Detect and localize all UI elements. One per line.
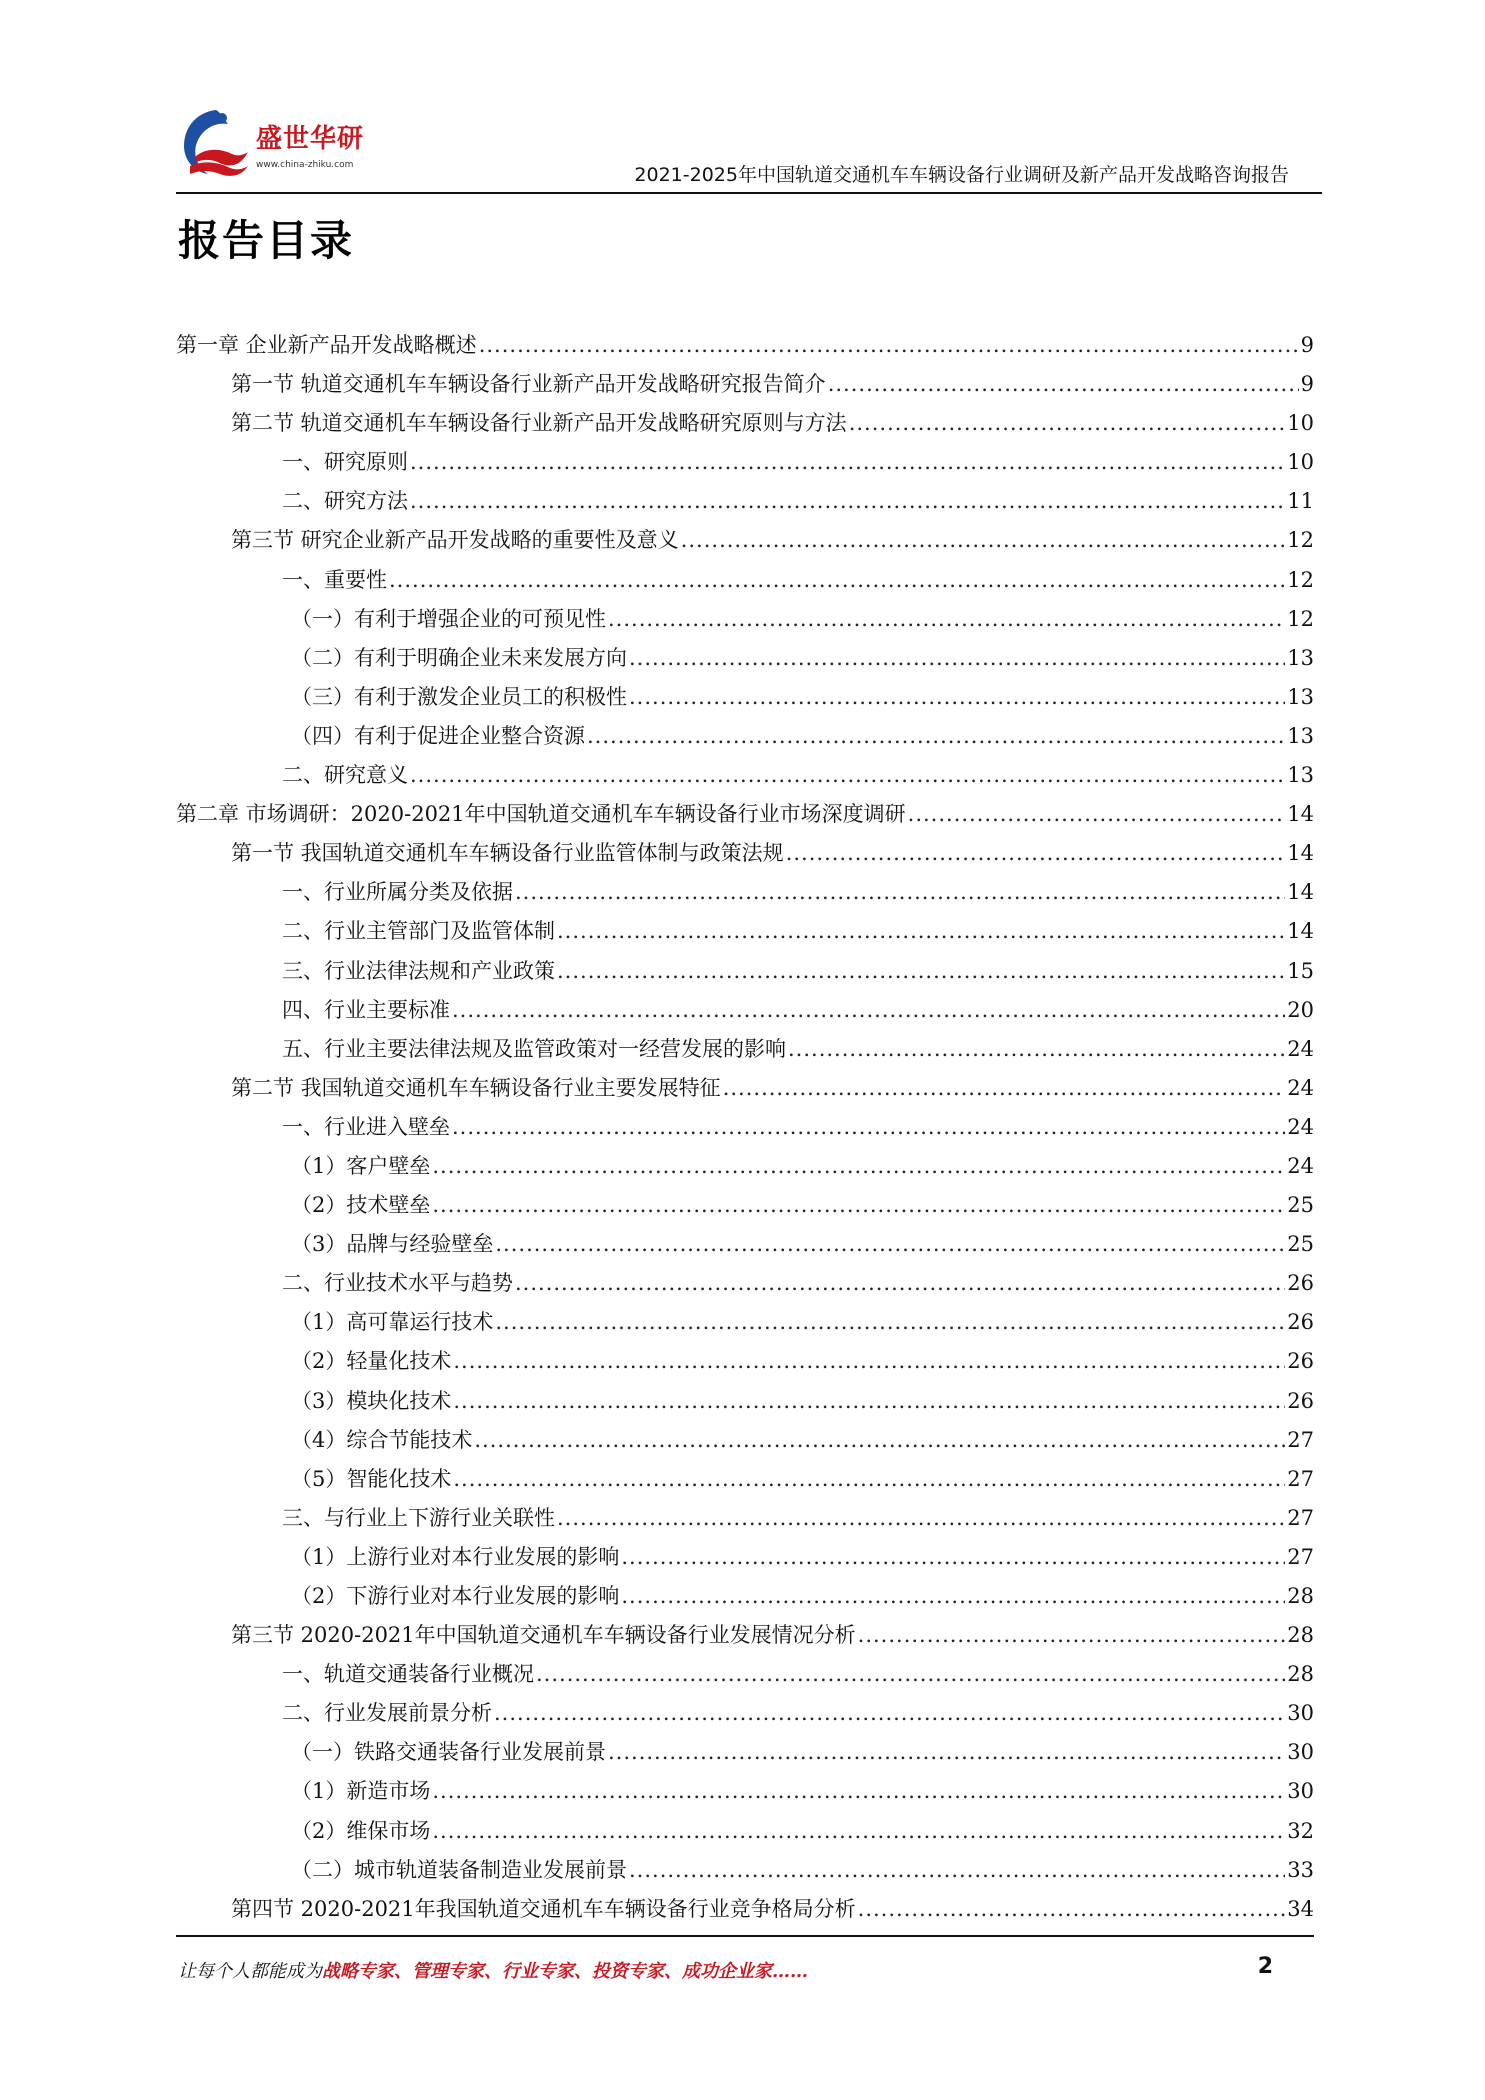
toc-leader-dots xyxy=(621,1577,1285,1616)
header-divider xyxy=(176,192,1322,194)
toc-leader-dots xyxy=(432,1147,1285,1186)
toc-entry[interactable] xyxy=(176,991,1314,1030)
toc-entry-page: 20 xyxy=(1287,997,1314,1022)
toc-leader-dots xyxy=(858,1616,1286,1655)
toc-entry[interactable] xyxy=(176,912,1314,951)
toc-entry-label: 三、与行业上下游行业关联性 xyxy=(282,1505,555,1530)
toc-entry-label: 第三节 2020-2021年中国轨道交通机车车辆设备行业发展情况分析 xyxy=(231,1623,856,1648)
toc-entry[interactable] xyxy=(176,756,1314,795)
brand-url: www.china-zhiku.com xyxy=(256,160,354,170)
toc-leader-dots xyxy=(479,326,1299,365)
toc-entry-label: （1）客户壁垒 xyxy=(291,1153,431,1178)
toc-leader-dots xyxy=(515,1264,1285,1303)
toc-entry-page: 27 xyxy=(1287,1466,1314,1491)
toc-leader-dots xyxy=(786,834,1286,873)
toc-entry-page: 15 xyxy=(1287,958,1314,983)
toc-entry-label: 一、研究原则 xyxy=(282,450,408,475)
toc-entry-page: 10 xyxy=(1287,450,1314,475)
toc-entry-label: （2）轻量化技术 xyxy=(291,1349,452,1374)
toc-leader-dots xyxy=(389,561,1285,600)
brand-name: 盛世华研 xyxy=(256,124,365,154)
brand-logo xyxy=(176,104,386,184)
toc-entry-label: 四、行业主要标准 xyxy=(282,997,450,1022)
toc-leader-dots xyxy=(453,1382,1285,1421)
toc-leader-dots xyxy=(629,1851,1285,1890)
toc-entry-label: 三、行业法律法规和产业政策 xyxy=(282,958,555,983)
toc-entry-label: （2）下游行业对本行业发展的影响 xyxy=(291,1584,620,1608)
toc-entry-label: （一）铁路交通装备行业发展前景 xyxy=(291,1740,606,1765)
toc-entry[interactable] xyxy=(176,1225,1314,1264)
toc-entry-label: （3）品牌与经验壁垒 xyxy=(291,1232,494,1257)
toc-entry-page: 26 xyxy=(1287,1271,1314,1296)
toc-leader-dots xyxy=(536,1655,1285,1694)
toc-leader-dots xyxy=(494,1694,1285,1733)
toc-entry[interactable] xyxy=(176,1772,1314,1811)
toc-entry[interactable] xyxy=(176,521,1314,560)
toc-entry[interactable] xyxy=(176,1890,1314,1929)
toc-entry-label: （二）有利于明确企业未来发展方向 xyxy=(291,645,627,670)
toc-leader-dots xyxy=(849,404,1286,443)
toc-entry-page: 14 xyxy=(1287,880,1314,905)
toc-entry[interactable] xyxy=(176,639,1314,678)
toc-leader-dots xyxy=(452,1108,1285,1147)
toc-leader-dots xyxy=(723,1069,1286,1108)
toc-entry[interactable] xyxy=(176,1499,1314,1538)
toc-entry-label: 第一章 企业新产品开发战略概述 xyxy=(176,333,477,357)
toc-entry[interactable] xyxy=(176,1186,1314,1225)
page-title: 报告目录 xyxy=(178,216,355,265)
toc-entry-page: 24 xyxy=(1287,1114,1314,1139)
toc-entry-label: （3）模块化技术 xyxy=(291,1388,452,1413)
toc-entry-page: 30 xyxy=(1287,1779,1314,1804)
toc-entry-page: 12 xyxy=(1287,567,1314,592)
toc-entry-label: （4）综合节能技术 xyxy=(291,1427,473,1452)
toc-entry-page: 27 xyxy=(1287,1544,1314,1569)
toc-leader-dots xyxy=(681,521,1286,560)
toc-leader-dots xyxy=(587,717,1285,756)
toc-entry-label: 第三节 研究企业新产品开发战略的重要性及意义 xyxy=(231,528,679,553)
toc-leader-dots xyxy=(608,1733,1285,1772)
toc-entry-page: 12 xyxy=(1287,606,1314,631)
toc-entry-page: 25 xyxy=(1287,1193,1314,1218)
toc-entry[interactable] xyxy=(176,600,1314,639)
toc-entry[interactable] xyxy=(176,873,1314,912)
toc-entry-label: 第二节 轨道交通机车车辆设备行业新产品开发战略研究原则与方法 xyxy=(231,411,847,436)
toc-leader-dots xyxy=(432,1186,1285,1225)
toc-entry[interactable] xyxy=(176,1812,1314,1851)
toc-leader-dots xyxy=(453,1460,1285,1499)
toc-leader-dots xyxy=(410,443,1285,482)
toc-leader-dots xyxy=(557,1499,1285,1538)
toc-leader-dots xyxy=(495,1225,1285,1264)
toc-entry-page: 32 xyxy=(1287,1818,1314,1843)
toc-entry[interactable] xyxy=(176,365,1314,404)
slogan-prefix: 让每个人都能成为 xyxy=(178,1961,322,1982)
toc-entry[interactable] xyxy=(176,1108,1314,1147)
toc-entry-label: 一、行业所属分类及依据 xyxy=(282,880,513,905)
toc-entry-label: （1）新造市场 xyxy=(291,1779,431,1804)
toc-entry-label: 第四节 2020-2021年我国轨道交通机车车辆设备行业竞争格局分析 xyxy=(231,1896,856,1921)
toc-entry-page: 13 xyxy=(1287,684,1314,709)
toc-entry-page: 30 xyxy=(1287,1740,1314,1765)
toc-leader-dots xyxy=(828,365,1299,404)
toc-entry-page: 12 xyxy=(1287,528,1314,553)
toc-entry-page: 26 xyxy=(1287,1349,1314,1374)
toc-entry[interactable] xyxy=(176,561,1314,600)
toc-entry[interactable] xyxy=(176,1733,1314,1772)
toc-leader-dots xyxy=(410,756,1285,795)
toc-entry[interactable] xyxy=(176,834,1314,873)
toc-entry-label: 二、研究方法 xyxy=(282,489,408,514)
toc-leader-dots xyxy=(452,991,1285,1030)
toc-entry-label: 第一节 我国轨道交通机车车辆设备行业监管体制与政策法规 xyxy=(231,841,784,866)
toc-entry[interactable] xyxy=(176,952,1314,991)
toc-entry-page: 24 xyxy=(1287,1036,1314,1061)
toc-entry-label: 二、行业技术水平与趋势 xyxy=(282,1271,513,1296)
toc-leader-dots xyxy=(515,873,1285,912)
toc-entry-page: 33 xyxy=(1287,1857,1314,1882)
toc-entry[interactable] xyxy=(176,1421,1314,1460)
footer-slogan xyxy=(178,1957,808,1983)
toc-entry-label: 第二节 我国轨道交通机车车辆设备行业主要发展特征 xyxy=(231,1075,721,1100)
footer-divider xyxy=(176,1935,1314,1937)
toc-entry-label: （三）有利于激发企业员工的积极性 xyxy=(291,684,627,709)
toc-leader-dots xyxy=(474,1421,1285,1460)
toc-entry-page: 24 xyxy=(1287,1075,1314,1100)
toc-leader-dots xyxy=(788,1030,1285,1069)
toc-entry[interactable] xyxy=(176,1382,1314,1421)
toc-entry-page: 26 xyxy=(1287,1310,1314,1335)
toc-entry-page: 30 xyxy=(1287,1701,1314,1726)
toc-entry-label: （1）高可靠运行技术 xyxy=(291,1310,494,1335)
toc-entry[interactable] xyxy=(176,1538,1314,1577)
toc-entry-label: （四）有利于促进企业整合资源 xyxy=(291,723,585,748)
toc-entry[interactable] xyxy=(176,795,1314,834)
toc-leader-dots xyxy=(621,1538,1285,1577)
toc-entry-label: 二、行业发展前景分析 xyxy=(282,1701,492,1726)
toc-entry[interactable] xyxy=(176,1342,1314,1381)
toc-leader-dots xyxy=(495,1303,1285,1342)
toc-entry-label: （2）维保市场 xyxy=(291,1818,431,1843)
toc-leader-dots xyxy=(432,1812,1285,1851)
toc-entry-page: 25 xyxy=(1287,1232,1314,1257)
toc-entry-page: 27 xyxy=(1287,1427,1314,1452)
toc-entry-page: 27 xyxy=(1287,1505,1314,1530)
slogan-highlight: 战略专家、管理专家、行业专家、投资专家、成功企业家…… xyxy=(322,1961,808,1982)
report-title: 2021-2025年中国轨道交通机车车辆设备行业调研及新产品开发战略咨询报告 xyxy=(634,164,1289,186)
toc-entry-page: 9 xyxy=(1300,333,1314,357)
toc-entry[interactable] xyxy=(176,1303,1314,1342)
toc-leader-dots xyxy=(858,1890,1286,1929)
toc-leader-dots xyxy=(453,1342,1285,1381)
table-of-contents xyxy=(176,326,1314,1929)
toc-entry-label: 一、行业进入壁垒 xyxy=(282,1114,450,1139)
toc-entry[interactable] xyxy=(176,1655,1314,1694)
toc-leader-dots xyxy=(629,678,1285,717)
toc-entry[interactable] xyxy=(176,1577,1314,1616)
toc-entry[interactable] xyxy=(176,326,1314,365)
toc-leader-dots xyxy=(557,912,1285,951)
toc-entry-page: 13 xyxy=(1287,723,1314,748)
toc-entry-page: 28 xyxy=(1287,1662,1314,1687)
toc-entry-page: 28 xyxy=(1287,1623,1314,1648)
toc-entry[interactable] xyxy=(176,1616,1314,1655)
toc-entry-label: （二）城市轨道装备制造业发展前景 xyxy=(291,1857,627,1882)
toc-entry-page: 13 xyxy=(1287,763,1314,788)
toc-leader-dots xyxy=(557,952,1285,991)
toc-entry[interactable] xyxy=(176,717,1314,756)
toc-leader-dots xyxy=(608,600,1285,639)
toc-entry-page: 9 xyxy=(1300,372,1314,397)
toc-entry-label: 一、重要性 xyxy=(282,567,387,592)
toc-entry[interactable] xyxy=(176,443,1314,482)
toc-entry-page: 26 xyxy=(1287,1388,1314,1413)
toc-entry-label: 五、行业主要法律法规及监管政策对一经营发展的影响 xyxy=(282,1036,786,1061)
toc-entry-label: 一、轨道交通装备行业概况 xyxy=(282,1662,534,1687)
toc-leader-dots xyxy=(432,1772,1285,1811)
toc-entry-page: 24 xyxy=(1287,1153,1314,1178)
toc-entry-label: 第一节 轨道交通机车车辆设备行业新产品开发战略研究报告简介 xyxy=(231,372,826,397)
toc-leader-dots xyxy=(410,482,1285,521)
toc-entry-label: 第二章 市场调研：2020-2021年中国轨道交通机车车辆设备行业市场深度调研 xyxy=(176,802,906,827)
toc-leader-dots xyxy=(908,795,1286,834)
toc-entry[interactable] xyxy=(176,1147,1314,1186)
toc-leader-dots xyxy=(629,639,1285,678)
toc-entry[interactable] xyxy=(176,1851,1314,1890)
toc-entry[interactable] xyxy=(176,1694,1314,1733)
toc-entry-page: 14 xyxy=(1287,802,1314,827)
toc-entry-label: （5）智能化技术 xyxy=(291,1466,452,1491)
toc-entry-label: （1）上游行业对本行业发展的影响 xyxy=(291,1544,620,1569)
toc-entry[interactable] xyxy=(176,1030,1314,1069)
toc-entry-label: 二、行业主管部门及监管体制 xyxy=(282,919,555,944)
toc-entry-page: 10 xyxy=(1287,411,1314,436)
toc-entry-page: 14 xyxy=(1287,919,1314,944)
toc-entry-page: 14 xyxy=(1287,841,1314,866)
toc-entry[interactable] xyxy=(176,1069,1314,1108)
toc-entry[interactable] xyxy=(176,1460,1314,1499)
toc-entry-page: 34 xyxy=(1287,1896,1314,1921)
page-number: 2 xyxy=(1257,1954,1273,1979)
toc-entry-label: 二、研究意义 xyxy=(282,763,408,788)
toc-entry-page: 28 xyxy=(1287,1584,1314,1608)
toc-entry-label: （一）有利于增强企业的可预见性 xyxy=(291,606,606,631)
toc-entry[interactable] xyxy=(176,1264,1314,1303)
toc-entry-label: （2）技术壁垒 xyxy=(291,1193,431,1218)
toc-entry[interactable] xyxy=(176,678,1314,717)
toc-entry-page: 11 xyxy=(1287,489,1314,514)
toc-entry-page: 13 xyxy=(1287,645,1314,670)
toc-entry[interactable] xyxy=(176,404,1314,443)
logo-mark-icon xyxy=(176,104,254,184)
toc-entry[interactable] xyxy=(176,482,1314,521)
